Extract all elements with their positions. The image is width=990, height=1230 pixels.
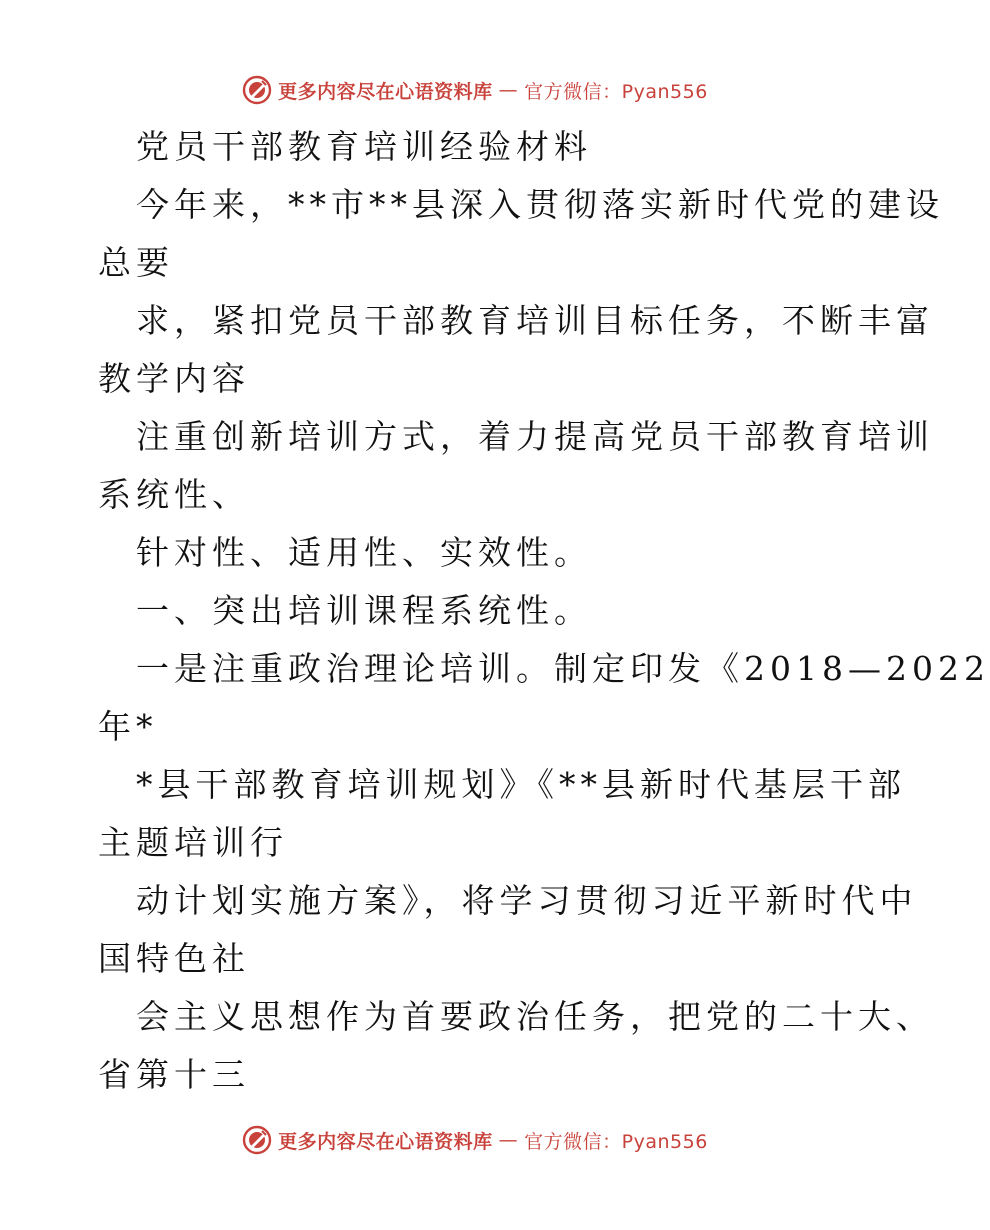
body-text-line: 今年来，**市**县深入贯彻落实新时代党的建设 [136,185,944,224]
body-text-line: 教学内容 [98,359,250,398]
document-title: 党员干部教育培训经验材料 [136,127,592,166]
body-text-line: 总要 [98,243,174,282]
body-text-line: 针对性、适用性、实效性。 [136,533,592,572]
watermark-contact: 官方微信：Pyan556 [524,80,708,103]
watermark-brand: 更多内容尽在心语资料库 [278,1130,493,1153]
body-text-line: 主题培训行 [98,823,288,862]
body-text-line: *县干部教育培训规划》《**县新时代基层干部 [136,765,906,804]
body-text-line: 系统性、 [98,475,250,514]
watermark-separator: — [498,1129,519,1151]
pen-seal-logo-icon [242,1125,272,1155]
watermark-contact: 官方微信：Pyan556 [524,1130,708,1153]
watermark-separator: — [498,79,519,101]
body-text-line: 注重创新培训方式，着力提高党员干部教育培训 [136,417,934,456]
watermark-brand: 更多内容尽在心语资料库 [278,80,493,103]
body-text-line: 年* [98,707,158,746]
body-text-line: 一、突出培训课程系统性。 [136,591,592,630]
body-text-line: 国特色社 [98,939,250,978]
footer-watermark [0,1120,950,1160]
body-text-line: 一是注重政治理论培训。制定印发《2018—2022 [136,649,990,688]
body-text-line: 求，紧扣党员干部教育培训目标任务，不断丰富 [136,301,934,340]
body-text-line: 省第十三 [98,1055,250,1094]
body-text-line: 动计划实施方案》，将学习贯彻习近平新时代中 [136,881,918,920]
header-watermark [0,70,950,110]
pen-seal-logo-icon [242,75,272,105]
body-text-line: 会主义思想作为首要政治任务，把党的二十大、 [136,997,934,1036]
document-body [98,118,990,1104]
